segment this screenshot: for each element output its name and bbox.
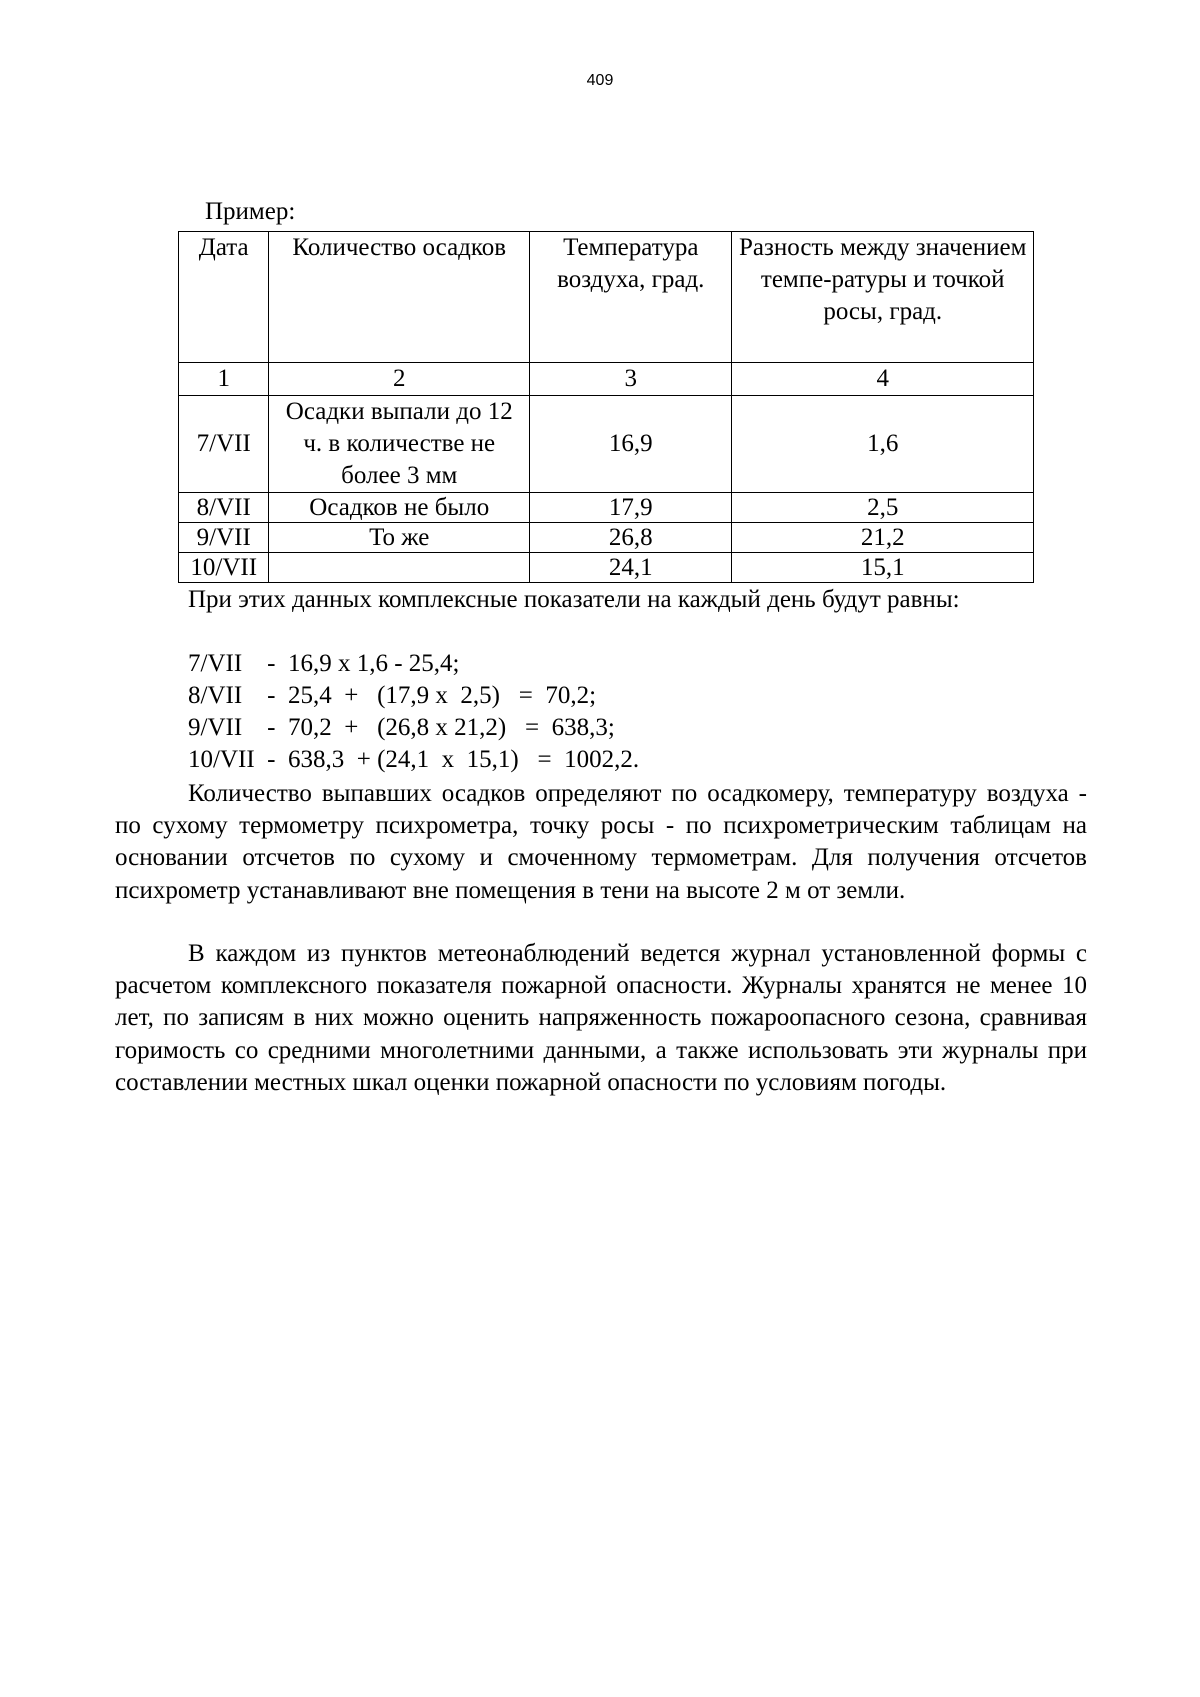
table-header-row [179,232,1034,363]
after-table-text: При этих данных комплексные показатели на каждый день будут равны: [188,586,960,613]
table-row [179,396,1034,493]
column-numbers-row [179,363,1034,396]
date-cell: 9/VII [179,523,269,553]
column-number: 2 [269,363,530,396]
formula-list [188,648,639,776]
date-cell: 7/VII [179,396,269,493]
difference-cell: 15,1 [732,553,1034,583]
body-paragraph: Количество выпавших осадков определяют по осадкомеру, температуру воздуха - по сухому термометру психрометра, точку росы - по психрометрическим таблицам на основании отсчетов по сухому и смоченному термометрам. Для получения отсчетов психрометр устанавливают вне помещения в тени на высоте 2 м от земли. [115,780,1087,904]
table-row [179,493,1034,523]
column-number: 3 [530,363,732,396]
date-cell: 10/VII [179,553,269,583]
precipitation-cell: То же [269,523,530,553]
page-number: 409 [586,72,614,89]
header-cell: Дата [179,232,269,363]
table-row [179,553,1034,583]
precipitation-cell [269,553,530,583]
formula-line: 7/VII - 16,9 х 1,6 - 25,4; [188,650,460,677]
example-label: Пример: [205,198,296,225]
header-cell: Разность между значением темпе-ратуры и точкой росы, град. [732,232,1034,363]
formula-line: 8/VII - 25,4 + (17,9 х 2,5) = 70,2; [188,682,597,709]
body-paragraph: В каждом из пунктов метеонаблюдений ведется журнал установленной формы с расчетом комплексного показателя пожарной опасности. Журналы хранятся не менее 10 лет, по записям в них можно оценить напряженность пожароопасного сезона, сравнивая горимость со средними многолетними данными, а также использовать эти журналы при составлении местных шкал оценки пожарной опасности по условиям погоды. [115,940,1087,1096]
difference-cell: 21,2 [732,523,1034,553]
table-row [179,523,1034,553]
precipitation-cell: Осадков не было [269,493,530,523]
date-cell: 8/VII [179,493,269,523]
temperature-cell: 17,9 [530,493,732,523]
data-table [178,231,1034,583]
header-cell: Количество осадков [269,232,530,363]
column-number: 4 [732,363,1034,396]
difference-cell: 1,6 [732,396,1034,493]
column-number: 1 [179,363,269,396]
precipitation-cell: Осадки выпали до 12 ч. в количестве не более 3 мм [269,396,530,493]
temperature-cell: 16,9 [530,396,732,493]
header-cell: Температура воздуха, град. [530,232,732,363]
temperature-cell: 24,1 [530,553,732,583]
difference-cell: 2,5 [732,493,1034,523]
formula-line: 10/VII - 638,3 + (24,1 х 15,1) = 1002,2. [188,746,640,773]
formula-line: 9/VII - 70,2 + (26,8 х 21,2) = 638,3; [188,714,615,741]
temperature-cell: 26,8 [530,523,732,553]
